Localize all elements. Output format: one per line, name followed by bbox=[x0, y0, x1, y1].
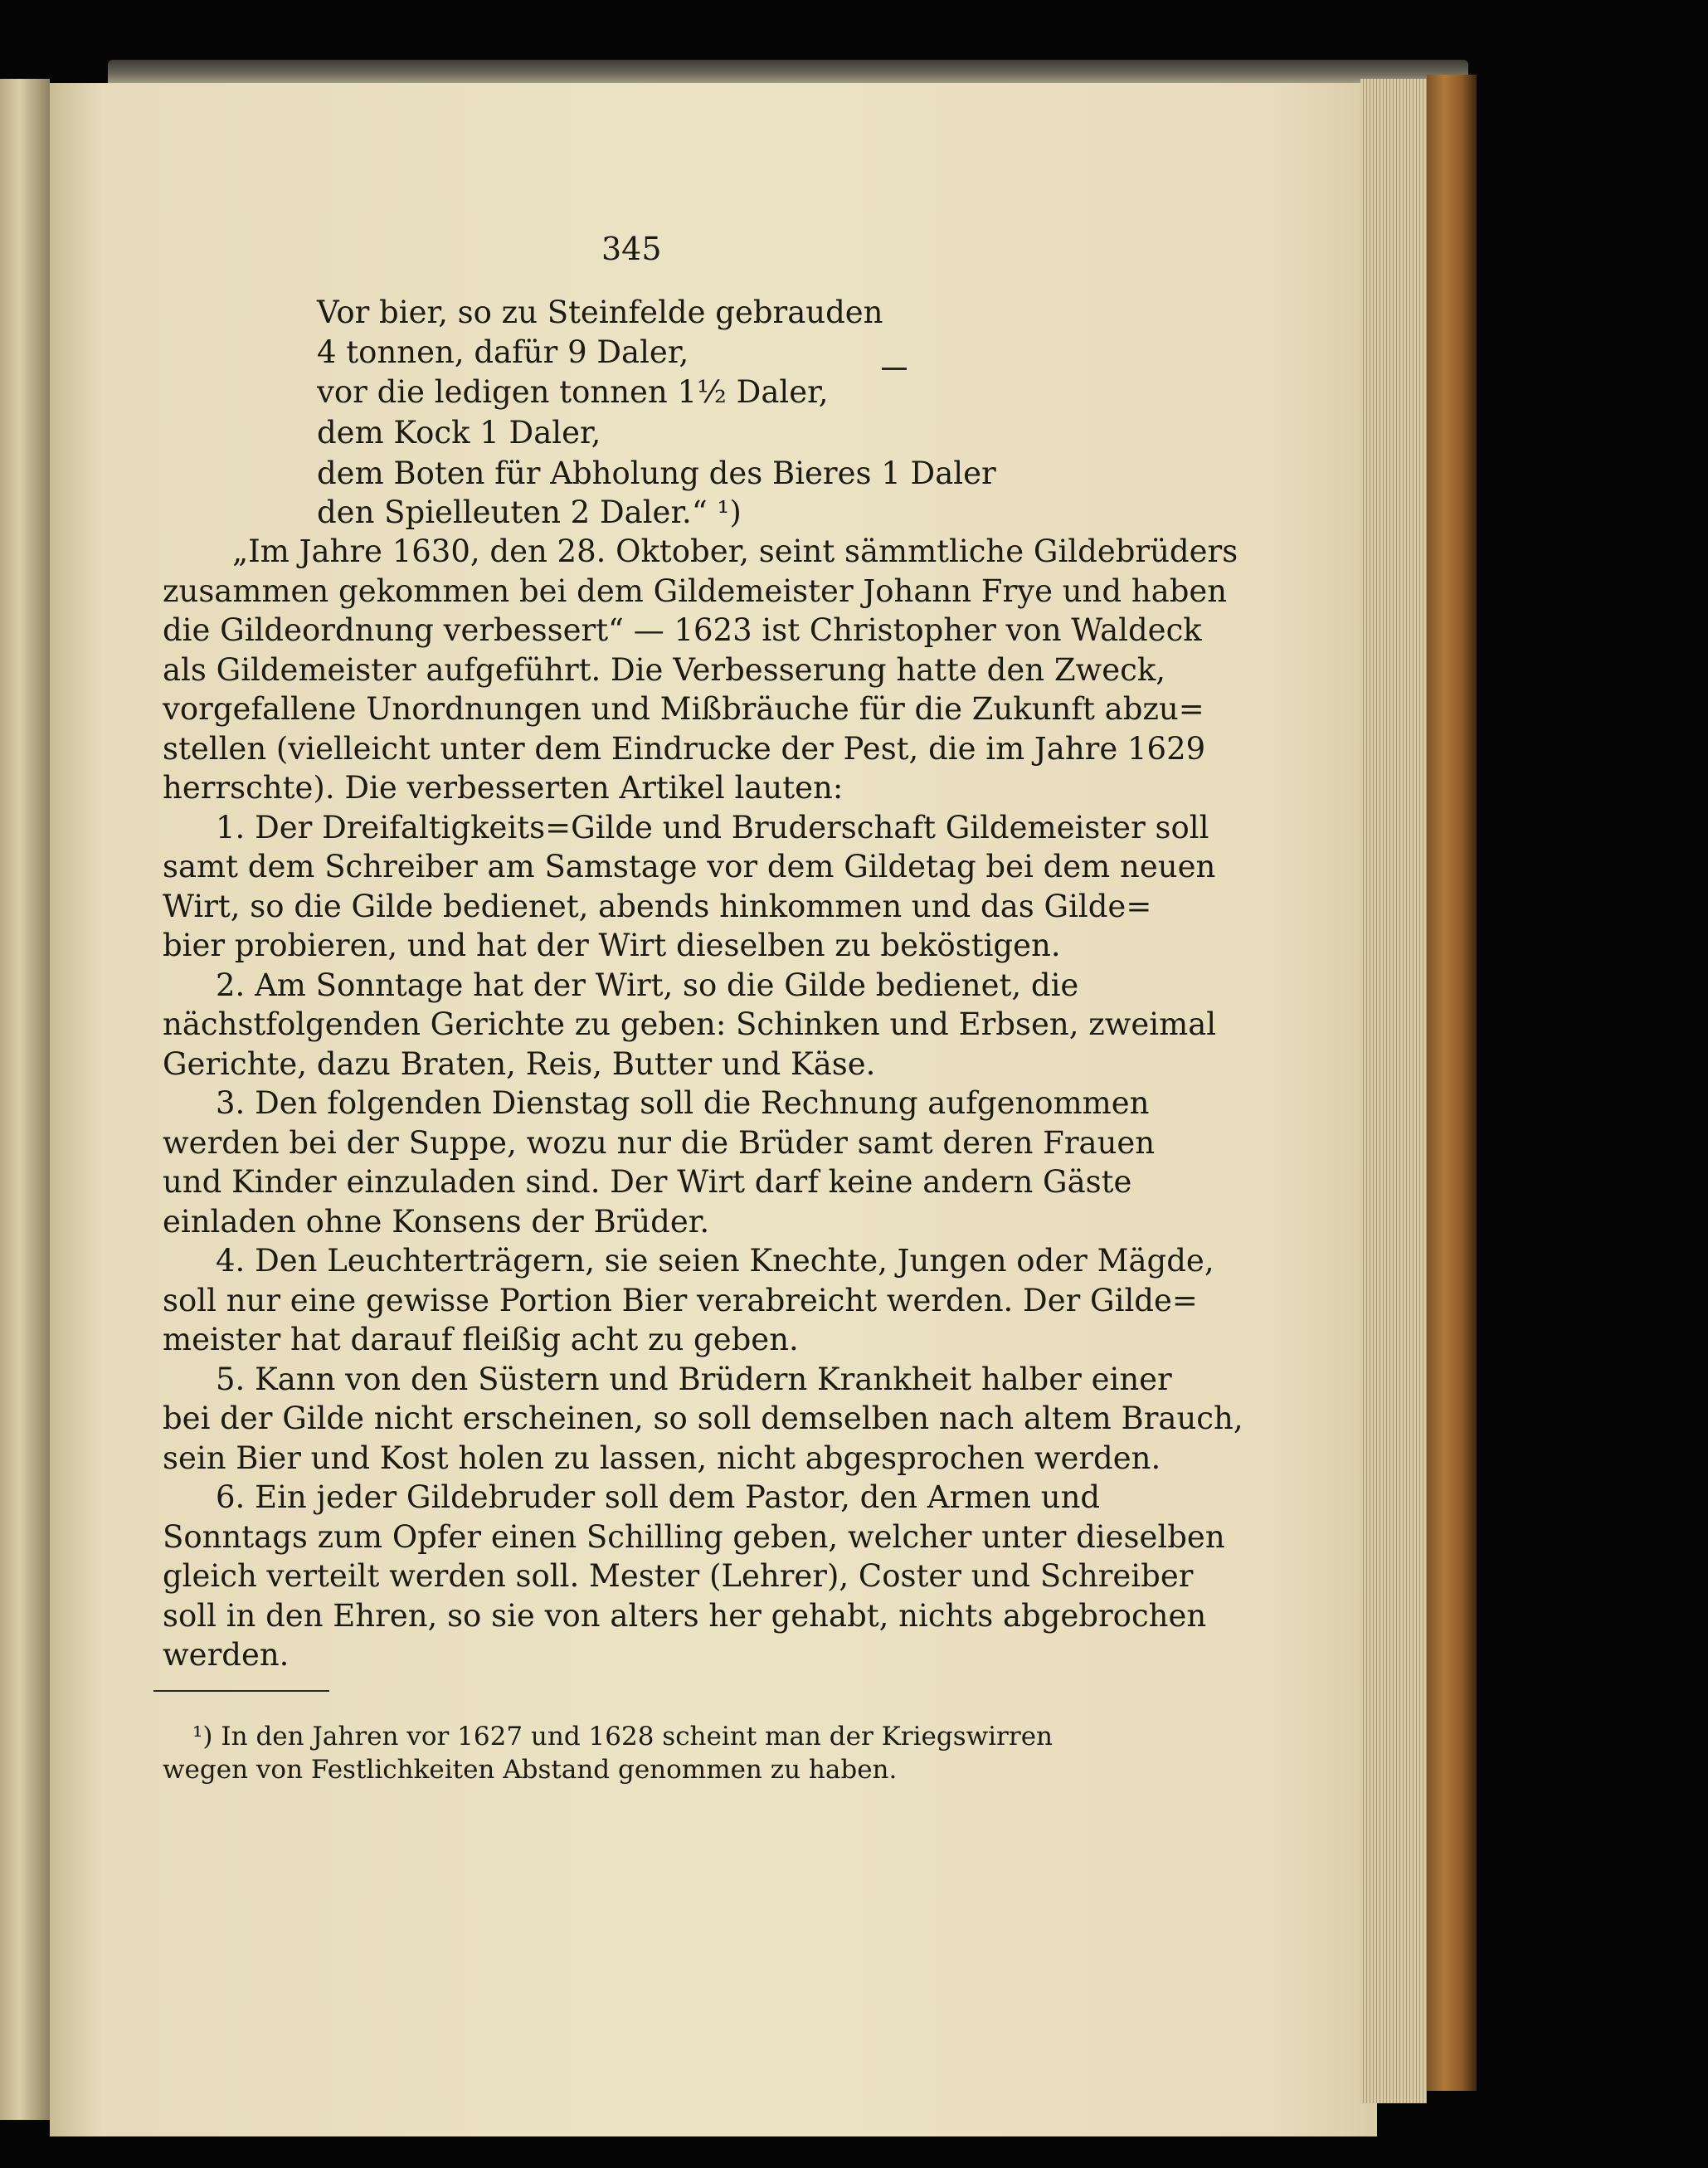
body-line: „Im Jahre 1630, den 28. Oktober, seint sämmtliche Gildebrüders bbox=[232, 533, 1238, 569]
verse-line: dem Boten für Abholung des Bieres 1 Daler bbox=[317, 456, 996, 491]
body-line: die Gildeordnung verbessert“ — 1623 ist Christopher von Waldeck bbox=[163, 612, 1202, 648]
verse-line: 4 tonnen, dafür 9 Daler, bbox=[317, 334, 689, 370]
verse-line: dem Kock 1 Daler, bbox=[317, 415, 601, 451]
article-line: 5. Kann von den Süstern und Brüdern Krankheit halber einer bbox=[216, 1362, 1172, 1397]
article-line: meister hat darauf fleißig acht zu geben. bbox=[163, 1322, 799, 1357]
article-line: nächstfolgenden Gerichte zu geben: Schinken und Erbsen, zweimal bbox=[163, 1006, 1217, 1042]
article-line: einladen ohne Konsens der Brüder. bbox=[163, 1204, 710, 1240]
body-line: stellen (vielleicht unter dem Eindrucke der Pest, die im Jahre 1629 bbox=[163, 731, 1206, 767]
body-line: zusammen gekommen bei dem Gildemeister Johann Frye und haben bbox=[163, 573, 1228, 609]
article-line: Sonntags zum Opfer einen Schilling geben, welcher unter dieselben bbox=[163, 1519, 1225, 1555]
left-page-edge bbox=[0, 79, 50, 2120]
footnote-rule bbox=[153, 1690, 329, 1692]
article-line: werden. bbox=[163, 1637, 290, 1673]
stray-mark bbox=[882, 368, 907, 370]
page-number: 345 bbox=[601, 231, 662, 267]
article-line: gleich verteilt werden soll. Mester (Lehrer), Coster und Schreiber bbox=[163, 1558, 1194, 1594]
article-line: soll nur eine gewisse Portion Bier verabreicht werden. Der Gilde= bbox=[163, 1283, 1198, 1318]
article-line: soll in den Ehren, so sie von alters her gehabt, nichts abgebrochen bbox=[163, 1598, 1207, 1634]
article-line: 2. Am Sonntage hat der Wirt, so die Gilde bedienet, die bbox=[216, 967, 1079, 1003]
footnote-line: ¹) In den Jahren vor 1627 und 1628 scheint man der Kriegswirren bbox=[192, 1722, 1054, 1751]
article-line: bier probieren, und hat der Wirt dieselben zu beköstigen. bbox=[163, 928, 1061, 963]
article-line: Gerichte, dazu Braten, Reis, Butter und Käse. bbox=[163, 1046, 876, 1082]
article-line: werden bei der Suppe, wozu nur die Brüder samt deren Frauen bbox=[163, 1125, 1156, 1161]
page-edges bbox=[1360, 79, 1427, 2103]
article-line: 1. Der Dreifaltigkeits=Gilde und Bruderschaft Gildemeister soll bbox=[216, 810, 1209, 845]
article-line: und Kinder einzuladen sind. Der Wirt darf keine andern Gäste bbox=[163, 1164, 1132, 1200]
article-line: 3. Den folgenden Dienstag soll die Rechnung aufgenommen bbox=[216, 1085, 1150, 1121]
footnote-line: wegen von Festlichkeiten Abstand genommen zu haben. bbox=[163, 1755, 898, 1785]
book-cover-edge bbox=[1427, 75, 1477, 2091]
article-line: bei der Gilde nicht erscheinen, so soll demselben nach altem Brauch, bbox=[163, 1401, 1243, 1436]
verse-line: Vor bier, so zu Steinfelde gebrauden bbox=[317, 295, 883, 330]
article-line: Wirt, so die Gilde bedienet, abends hinkommen und das Gilde= bbox=[163, 889, 1152, 924]
body-line: vorgefallene Unordnungen und Mißbräuche für die Zukunft abzu= bbox=[163, 691, 1204, 727]
verse-line: vor die ledigen tonnen 1½ Daler, bbox=[317, 374, 829, 410]
verse-line: den Spielleuten 2 Daler.“ ¹) bbox=[317, 494, 742, 530]
body-line: als Gildemeister aufgeführt. Die Verbesserung hatte den Zweck, bbox=[163, 652, 1166, 688]
article-line: samt dem Schreiber am Samstage vor dem Gildetag bei dem neuen bbox=[163, 849, 1216, 884]
body-line: herrschte). Die verbesserten Artikel lauten: bbox=[163, 770, 844, 806]
article-line: sein Bier und Kost holen zu lassen, nicht abgesprochen werden. bbox=[163, 1440, 1161, 1476]
article-line: 6. Ein jeder Gildebruder soll dem Pastor, den Armen und bbox=[216, 1479, 1101, 1515]
article-line: 4. Den Leuchterträgern, sie seien Knechte, Jungen oder Mägde, bbox=[216, 1243, 1214, 1279]
